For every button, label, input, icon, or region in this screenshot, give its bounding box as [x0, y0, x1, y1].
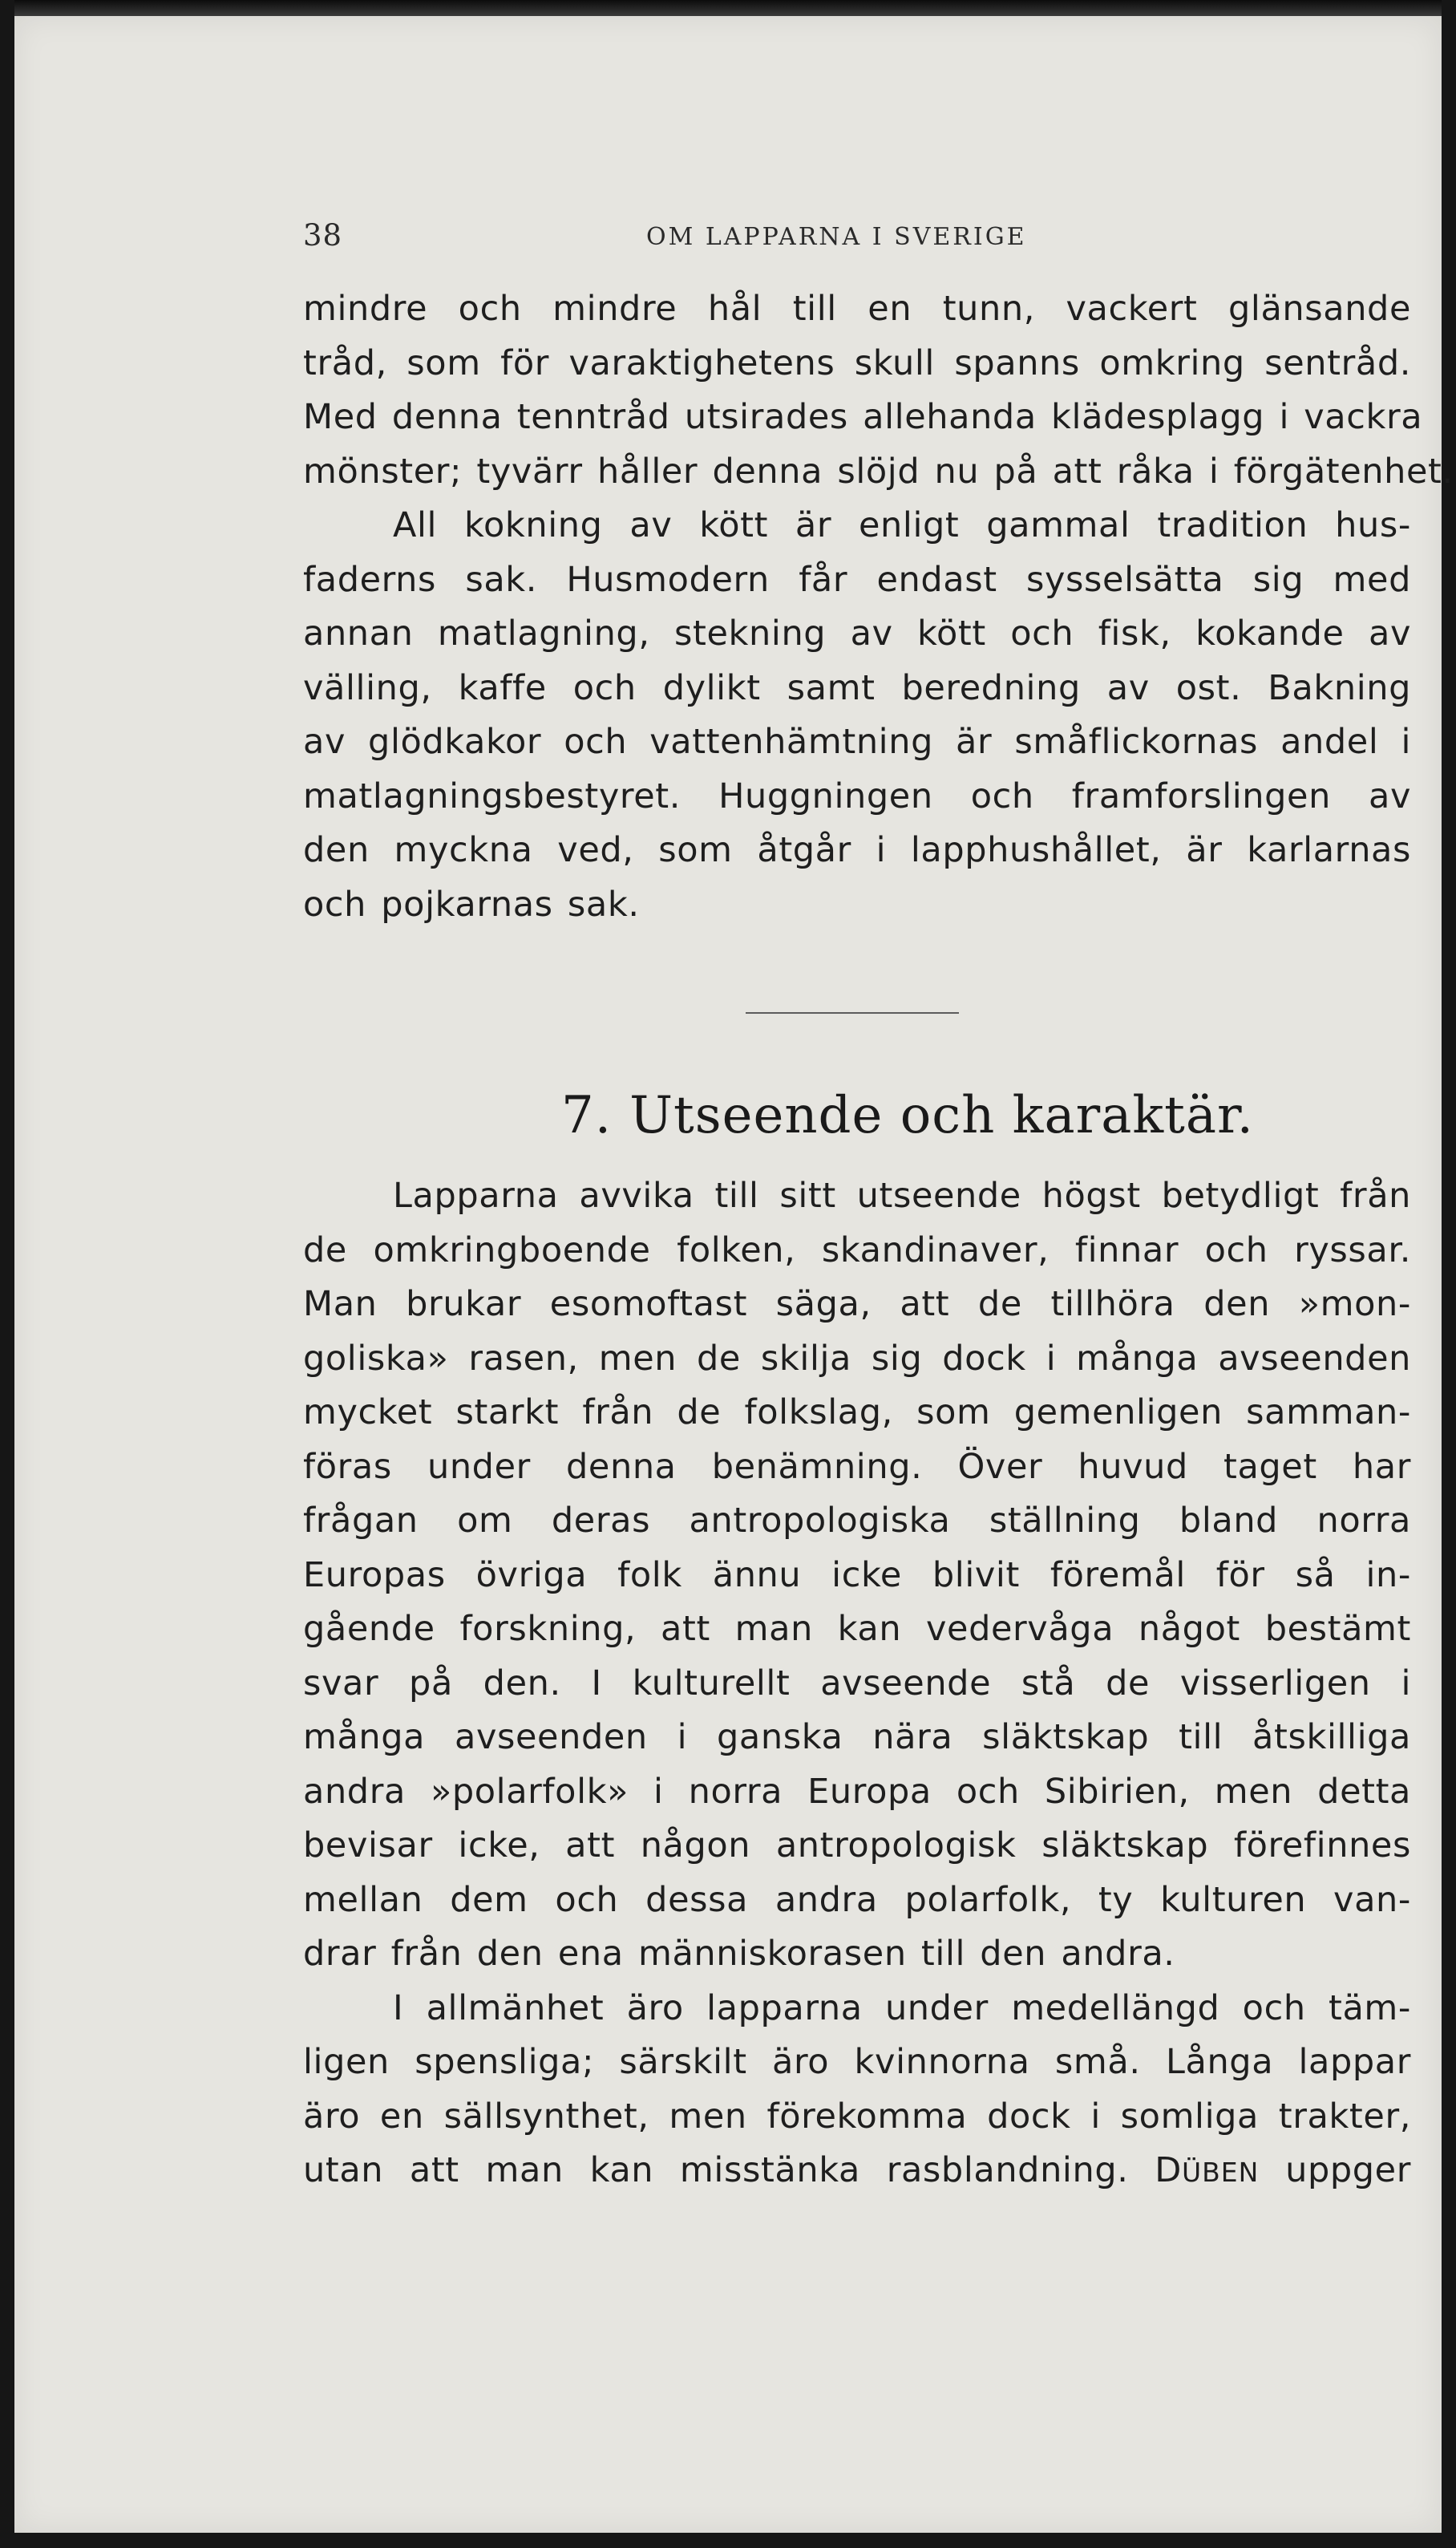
text-line: mindre och mindre hål till en tunn, vackert glänsande	[303, 289, 1411, 329]
text-line: många avseenden i ganska nära släktskap till åtskilliga	[303, 1717, 1411, 1757]
text-line: äro en sällsynthet, men förekomma dock i somliga trakter,	[303, 2096, 1411, 2137]
body-text-bottom	[303, 1169, 1411, 2198]
text-line: tråd, som för varaktighetens skull spanns omkring sentråd.	[303, 342, 1411, 383]
text-line-final-end: uppger	[1285, 2150, 1411, 2190]
text-line: andra »polarfolk» i norra Europa och Sibirien, men detta	[303, 1771, 1411, 1812]
text-line: faderns sak. Husmodern får endast sysselsätta sig med	[303, 559, 1411, 600]
text-line: Lapparna avvika till sitt utseende högst betydligt från	[393, 1176, 1411, 1216]
text-line-final-start: utan att man kan misstänka rasblandning.	[303, 2150, 1129, 2190]
text-line: All kokning av kött är enligt gammal tradition hus-	[393, 505, 1411, 545]
text-line: mycket starkt från de folkslag, som gemenligen samman-	[303, 1392, 1411, 1432]
text-line: mönster; tyvärr håller denna slöjd nu på att råka i förgätenhet.	[303, 451, 1454, 492]
section-heading	[561, 1071, 1254, 1160]
author-name-initial: D	[1155, 2150, 1182, 2190]
text-line: av glödkakor och vattenhämtning är småflickornas andel i	[303, 722, 1411, 762]
text-line: den myckna ved, som åtgår i lapphushållet, är karlarnas	[303, 830, 1411, 870]
text-line: annan matlagning, stekning av kött och fisk, kokande av	[303, 614, 1411, 654]
text-line: och pojkarnas sak.	[303, 884, 640, 925]
text-line: goliska» rasen, men de skilja sig dock i många avseenden	[303, 1338, 1411, 1379]
text-line: frågan om deras antropologiska ställning bland norra	[303, 1501, 1411, 1541]
section-divider	[746, 1012, 959, 1014]
text-line: de omkringboende folken, skandinaver, finnar och ryssar.	[303, 1229, 1411, 1270]
text-line: matlagningsbestyret. Huggningen och framforslingen av	[303, 776, 1411, 816]
section-title: Utseende och karaktär.	[629, 1086, 1254, 1145]
text-line: välling, kaffe och dylikt samt beredning av ost. Bakning	[303, 667, 1411, 708]
page-header	[303, 218, 1409, 266]
text-line: bevisar icke, att någon antropologisk släktskap förefinnes	[303, 1825, 1411, 1865]
text-line: gående forskning, att man kan vedervåga något bestämt	[303, 1609, 1411, 1649]
text-line: drar från den ena människorasen till den andra.	[303, 1934, 1175, 1974]
text-line: föras under denna benämning. Över huvud taget har	[303, 1446, 1411, 1487]
text-line: Man brukar esomoftast säga, att de tillhöra den »mon-	[303, 1284, 1411, 1324]
text-line: Europas övriga folk ännu icke blivit föremål för så in-	[303, 1554, 1411, 1595]
author-name-rest: ÜBEN	[1182, 2157, 1260, 2188]
text-line: svar på den. I kulturellt avseende stå de visserligen i	[303, 1663, 1411, 1703]
section-number: 7.	[561, 1086, 613, 1145]
scan-top-edge	[14, 0, 1442, 16]
running-title: OM LAPPARNA I SVERIGE	[646, 223, 1027, 251]
text-line-final	[303, 2144, 1411, 2198]
text-line: ligen spensliga; särskilt äro kvinnorna små. Långa lappar	[303, 2042, 1411, 2082]
text-line: I allmänhet äro lapparna under medellängd och täm-	[393, 1987, 1411, 2028]
text-line: Med denna tenntråd utsirades allehanda klädesplagg i vackra	[303, 397, 1423, 437]
page-number: 38	[303, 218, 343, 253]
body-text-top	[303, 282, 1454, 932]
text-line: mellan dem och dessa andra polarfolk, ty kulturen van-	[303, 1879, 1411, 1920]
